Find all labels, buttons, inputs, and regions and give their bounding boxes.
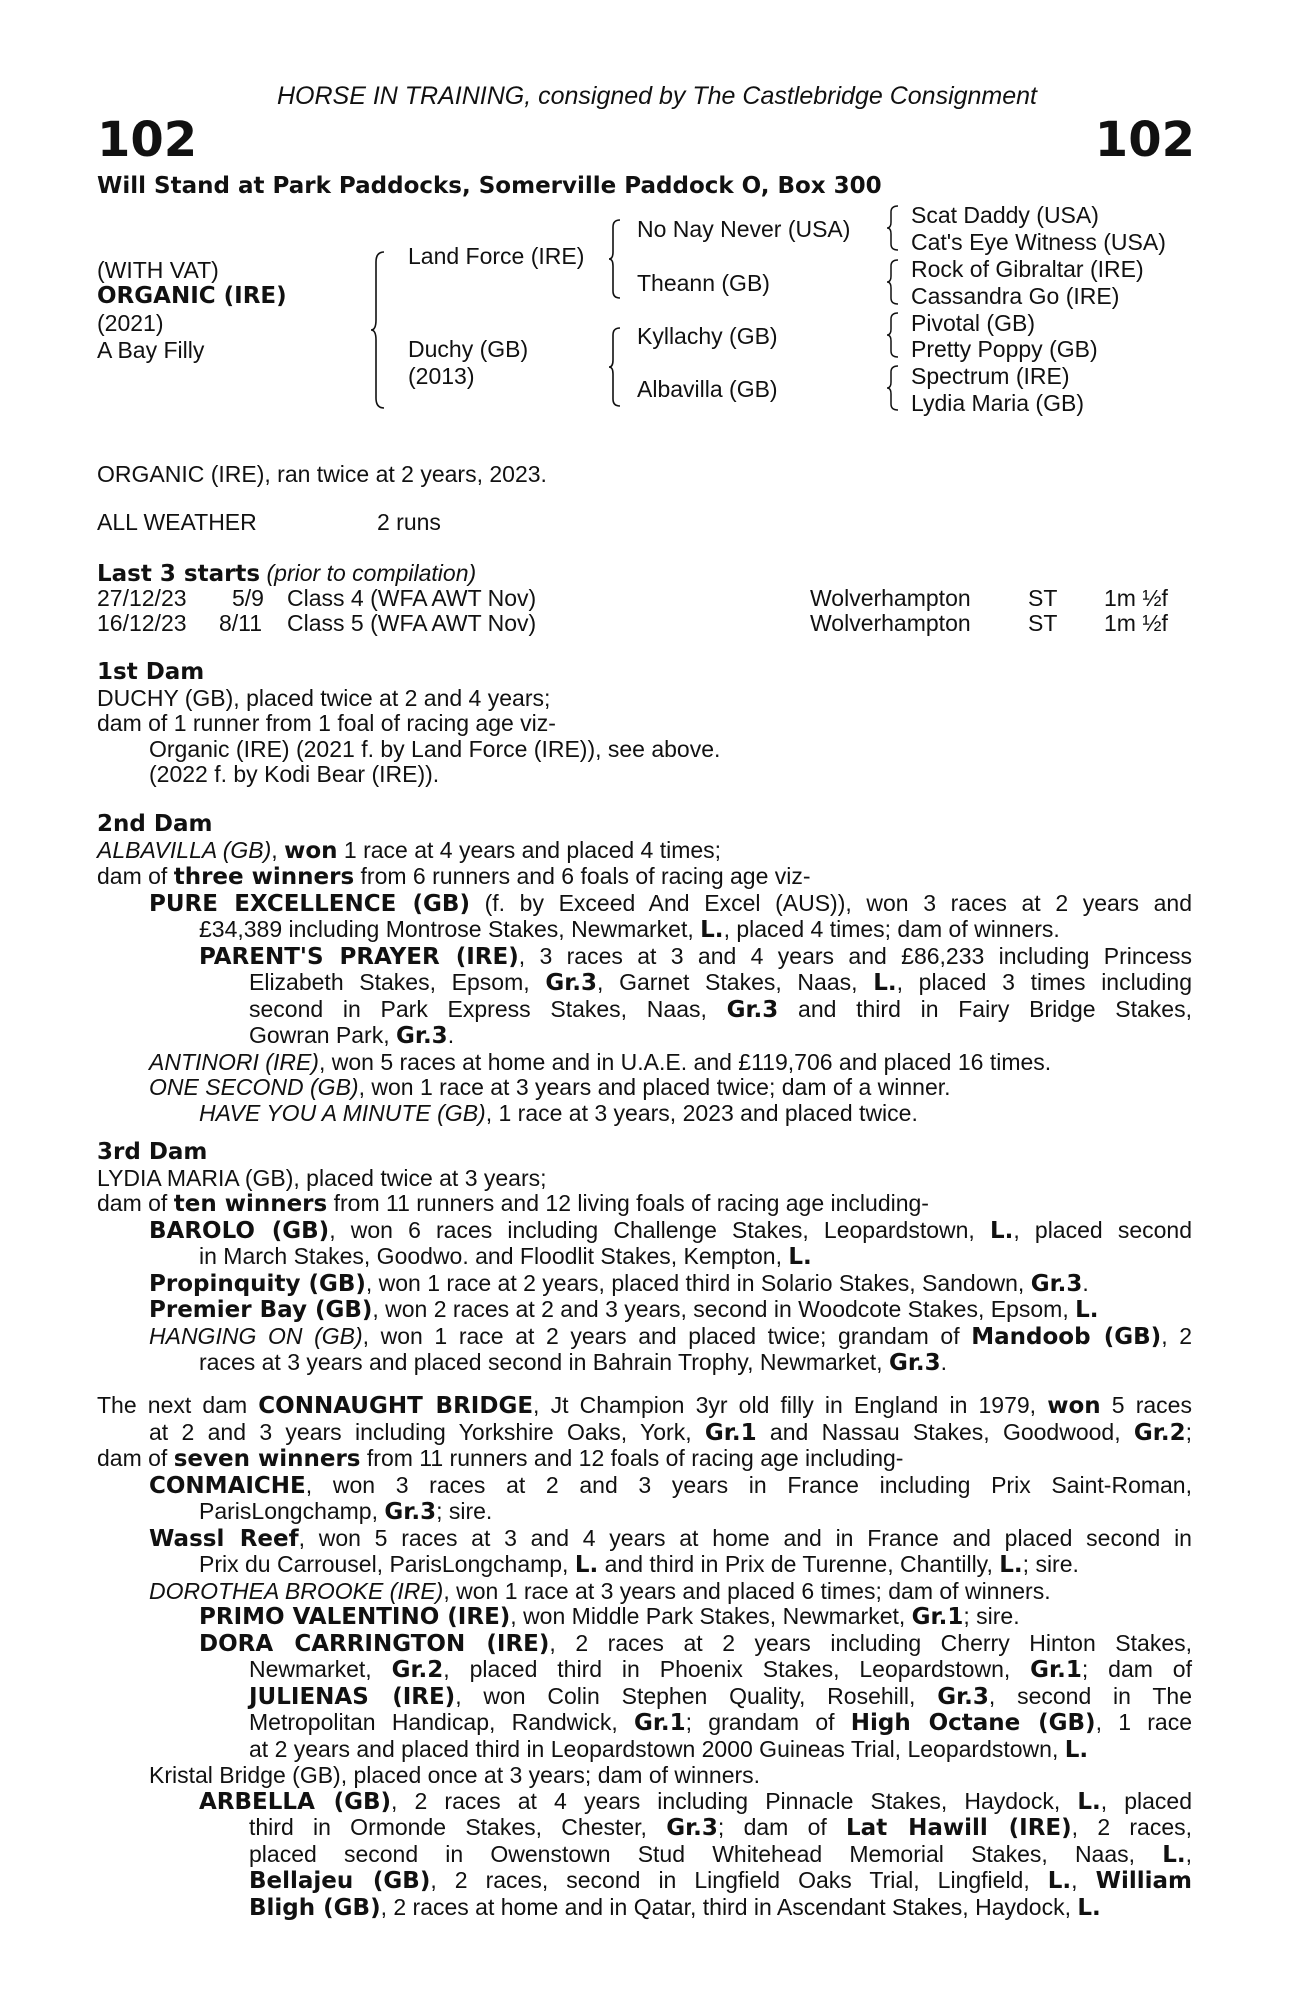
text-line xyxy=(97,1895,1192,1922)
text: , placed 4 times; dam of winners. xyxy=(723,916,1060,942)
horse-name: ANTINORI (IRE) xyxy=(149,1048,319,1075)
start-date: 27/12/23 xyxy=(97,585,187,611)
text-bold: L. xyxy=(989,1217,1014,1244)
text-bold: L. xyxy=(574,1552,599,1578)
third-dam-heading: 3rd Dam xyxy=(97,1139,208,1165)
text: from 6 runners and 6 foals of racing age viz- xyxy=(354,863,811,889)
sire-sire: No Nay Never (USA) xyxy=(637,216,851,242)
text: third in Ormonde Stakes, Chester, xyxy=(249,1814,667,1840)
last-starts-note: (prior to compilation) xyxy=(266,560,477,586)
text-line xyxy=(97,917,1192,944)
text: , xyxy=(1071,1867,1096,1893)
text: , 2 races at home and in Qatar, third in Ascendant Stakes, Haydock, xyxy=(380,1893,1078,1920)
horse-name: DORA CARRINGTON (IRE) xyxy=(199,1630,550,1657)
surface-runs: 2 runs xyxy=(377,509,441,535)
text-bold: Gr.3 xyxy=(545,970,597,996)
horse-year: (2021) xyxy=(97,310,164,336)
text: , 3 races at 3 and 4 years and £86,233 including Princess xyxy=(518,942,1192,969)
horse-name: BAROLO (GB) xyxy=(149,1217,330,1244)
horse-name: HAVE YOU A MINUTE (GB) xyxy=(199,1099,486,1126)
text-line xyxy=(97,1271,1192,1298)
text: , 2 races, second in Lingfield Oaks Trial, Lingfield, xyxy=(430,1867,1048,1893)
dam: Duchy (GB) xyxy=(408,336,529,362)
horse-description: A Bay Filly xyxy=(97,337,205,363)
text: . xyxy=(1082,1269,1089,1296)
brace-sire xyxy=(608,218,622,300)
text-bold: L. xyxy=(1047,1868,1072,1894)
start-position: 5/9 xyxy=(232,585,264,611)
text-line xyxy=(97,997,1192,1024)
horse-name: HANGING ON (GB) xyxy=(149,1322,363,1349)
horse-name: Wassl Reef xyxy=(149,1525,299,1552)
text: , won Middle Park Stakes, Newmarket, xyxy=(510,1603,912,1629)
start-distance: 1m ½f xyxy=(1104,585,1168,611)
text-line xyxy=(97,838,1192,865)
dam-sire-sire: Pivotal (GB) xyxy=(911,310,1035,336)
text: ; xyxy=(1185,1418,1192,1445)
text: , xyxy=(271,836,285,863)
text: ; dam of xyxy=(1081,1656,1192,1682)
text: from 11 runners and 12 living foals of racing age including- xyxy=(327,1190,929,1216)
text-line xyxy=(97,1050,1192,1076)
horse-name: PURE EXCELLENCE (GB) xyxy=(149,890,470,917)
start-race: Class 4 (WFA AWT Nov) xyxy=(287,585,537,611)
text-bold: seven winners xyxy=(173,1446,361,1472)
text-bold: Gr.3 xyxy=(1030,1270,1083,1297)
text-line xyxy=(97,1579,1192,1605)
text: The next dam xyxy=(97,1392,259,1418)
text: ; sire. xyxy=(1022,1551,1079,1577)
text-bold: L. xyxy=(999,1552,1023,1578)
text: Elizabeth Stakes, Epsom, xyxy=(249,969,546,995)
text-line xyxy=(97,1815,1192,1842)
sire-sire-sire: Scat Daddy (USA) xyxy=(911,202,1099,228)
text: , Garnet Stakes, Naas, xyxy=(597,969,874,995)
dam-year: (2013) xyxy=(408,363,475,389)
horse-name: ONE SECOND (GB) xyxy=(149,1074,359,1100)
text-line xyxy=(97,1075,1192,1101)
text: , won 3 races at 2 and 3 years in France including Prix Saint-Roman, xyxy=(305,1471,1192,1498)
text: , 1 race xyxy=(1095,1709,1192,1735)
second-dam-heading: 2nd Dam xyxy=(97,811,213,837)
brace-ds xyxy=(886,311,900,359)
text: , xyxy=(1185,1840,1192,1867)
dam-sire-dam: Pretty Poppy (GB) xyxy=(911,336,1098,362)
text: , 2 xyxy=(1161,1322,1192,1349)
text: ; sire. xyxy=(963,1603,1020,1629)
text: £34,389 including Montrose Stakes, Newmarket, xyxy=(199,916,701,942)
text-bold: Gr.3 xyxy=(396,1023,448,1049)
text-line xyxy=(97,1684,1192,1711)
text: races at 3 years and placed second in Bahrain Trophy, Newmarket, xyxy=(199,1349,889,1375)
text: , won 1 race at 3 years and placed 6 times; dam of winners. xyxy=(443,1577,1051,1604)
text: , placed second xyxy=(1013,1216,1192,1243)
text-line xyxy=(97,1737,1192,1764)
text-bold: L. xyxy=(788,1244,812,1270)
text-bold: Gr.2 xyxy=(391,1657,444,1683)
text-bold: Gr.1 xyxy=(1030,1657,1082,1683)
first-dam-line: DUCHY (GB), placed twice at 2 and 4 years; xyxy=(97,684,551,711)
text-line xyxy=(97,891,1192,918)
text: (f. by Exceed And Excel (AUS)), won 3 races at 2 years and xyxy=(469,889,1193,916)
surface-label: ALL WEATHER xyxy=(97,509,257,535)
horse-name: Lat Hawill (IRE) xyxy=(846,1815,1072,1841)
text: . xyxy=(940,1349,948,1375)
second-dam-section xyxy=(97,812,1192,1126)
text: , 2 races at 4 years including Pinnacle Stakes, Haydock, xyxy=(391,1787,1078,1814)
text-line xyxy=(97,1350,1192,1377)
text: , placed third in Phoenix Stakes, Leopardstown, xyxy=(443,1656,1031,1682)
horse-name: Propinquity (GB) xyxy=(149,1270,366,1297)
text: and third in Fairy Bridge Stakes, xyxy=(778,995,1192,1022)
text-bold: Gr.1 xyxy=(704,1419,757,1446)
last-starts-heading xyxy=(97,561,476,588)
text-bold: Gr.2 xyxy=(1133,1419,1186,1446)
text-line xyxy=(97,1191,1192,1218)
consignment-line: HORSE IN TRAINING, consigned by The Castlebridge Consignment xyxy=(276,82,1038,110)
vat-note: (WITH VAT) xyxy=(97,257,219,283)
text: . xyxy=(447,1022,455,1048)
text-line xyxy=(97,1473,1192,1500)
start-going: ST xyxy=(1028,610,1058,636)
sire-dam-sire: Rock of Gibraltar (IRE) xyxy=(911,256,1144,282)
text: Gowran Park, xyxy=(249,1022,396,1048)
first-dam-produce: (2022 f. by Kodi Bear (IRE)). xyxy=(149,761,440,787)
text-line xyxy=(97,1393,1192,1420)
horse-name: ALBAVILLA (GB) xyxy=(97,836,272,863)
text: Metropolitan Handicap, Randwick, xyxy=(249,1709,634,1735)
text-line xyxy=(97,1526,1192,1553)
text-line xyxy=(97,1710,1192,1737)
text-line xyxy=(97,1842,1192,1869)
text: , 1 race at 3 years, 2023 and placed twice. xyxy=(485,1099,918,1126)
text-bold: L. xyxy=(1077,1788,1101,1815)
text: and Nassau Stakes, Goodwood, xyxy=(756,1418,1134,1445)
text-line xyxy=(97,1446,1192,1473)
dam-sire: Kyllachy (GB) xyxy=(637,323,778,349)
text-bold: three winners xyxy=(173,864,355,890)
last-starts-title: Last 3 starts xyxy=(97,561,261,587)
text-bold: won xyxy=(284,837,338,864)
text: placed second in Owenstown Stud Whitehead Memorial Stakes, Naas, xyxy=(249,1840,1163,1867)
text-line: Kristal Bridge (GB), placed once at 3 years; dam of winners. xyxy=(149,1762,761,1788)
stand-location: Will Stand at Park Paddocks, Somerville Paddock O, Box 300 xyxy=(97,173,882,199)
text: dam of xyxy=(97,1190,174,1216)
text-bold: L. xyxy=(1162,1841,1186,1868)
text-bold: Gr.1 xyxy=(633,1710,686,1736)
text-line xyxy=(97,1552,1192,1579)
dam-dam-sire: Spectrum (IRE) xyxy=(911,363,1070,389)
brace-dam xyxy=(608,326,622,408)
dam-dam-dam: Lydia Maria (GB) xyxy=(911,390,1084,416)
text-line xyxy=(97,1218,1192,1245)
brace-dd xyxy=(886,364,900,412)
text-line xyxy=(97,1324,1192,1351)
horse-name: CONNAUGHT BRIDGE xyxy=(258,1393,534,1419)
horse-name: Bellajeu (GB) xyxy=(249,1868,431,1894)
horse-name: ORGANIC (IRE) xyxy=(97,283,287,309)
horse-name: PARENT'S PRAYER (IRE) xyxy=(199,943,519,970)
text-bold: Gr.1 xyxy=(911,1604,964,1630)
sire-dam-dam: Cassandra Go (IRE) xyxy=(911,283,1120,309)
sire-sire-dam: Cat's Eye Witness (USA) xyxy=(911,229,1166,255)
text: , won 1 race at 3 years and placed twice; dam of a winner. xyxy=(358,1074,951,1100)
text: , won 5 races at 3 and 4 years at home and in France and placed second in xyxy=(298,1524,1192,1551)
text-line xyxy=(97,1604,1192,1631)
horse-name: JULIENAS (IRE) xyxy=(249,1683,456,1710)
next-dam-section xyxy=(97,1393,1192,1921)
brace-sd xyxy=(886,258,900,306)
horse-name: PRIMO VALENTINO (IRE) xyxy=(199,1604,511,1630)
text-bold: Gr.3 xyxy=(937,1683,989,1710)
first-dam-heading: 1st Dam xyxy=(97,659,205,685)
horse-name: Bligh (GB) xyxy=(249,1894,381,1921)
text-bold: L. xyxy=(1064,1736,1089,1763)
horse-name: CONMAICHE xyxy=(149,1472,306,1499)
sire-dam: Theann (GB) xyxy=(637,270,770,296)
text: ; sire. xyxy=(436,1498,493,1524)
brace-ss xyxy=(886,204,900,252)
text: ; dam of xyxy=(717,1814,847,1840)
text: , placed xyxy=(1100,1787,1192,1814)
text-line xyxy=(97,1789,1192,1816)
horse-name: William xyxy=(1095,1868,1192,1894)
text: , won 2 races at 2 and 3 years, second in Woodcote Stakes, Epsom, xyxy=(372,1296,1076,1322)
text-line xyxy=(97,1631,1192,1658)
text: at 2 years and placed third in Leopardstown 2000 Guineas Trial, Leopardstown, xyxy=(249,1735,1065,1762)
text: , won 6 races including Challenge Stakes, Leopardstown, xyxy=(329,1216,990,1243)
text: from 11 runners and 12 foals of racing age including- xyxy=(360,1445,904,1471)
text-line xyxy=(97,1023,1192,1050)
text: , won 1 race at 2 years and placed twice; grandam of xyxy=(362,1322,972,1349)
text-line xyxy=(97,1657,1192,1684)
third-dam-section xyxy=(97,1140,1192,1377)
text: , won 1 race at 2 years, placed third in Solario Stakes, Sandown, xyxy=(365,1269,1031,1296)
first-dam-section xyxy=(97,660,1192,788)
text: , won Colin Stephen Quality, Rosehill, xyxy=(455,1682,938,1709)
text-line xyxy=(97,944,1192,971)
text-line: LYDIA MARIA (GB), placed twice at 3 years; xyxy=(97,1164,547,1191)
text-bold: Gr.3 xyxy=(384,1499,437,1525)
text-line xyxy=(97,1499,1192,1526)
brace-main xyxy=(370,250,386,410)
text-bold: Gr.3 xyxy=(726,996,779,1023)
text-bold: won xyxy=(1047,1393,1101,1419)
text: 1 race at 4 years and placed 4 times; xyxy=(337,836,722,863)
start-position: 8/11 xyxy=(219,610,263,636)
start-distance: 1m ½f xyxy=(1104,610,1168,636)
text-bold: L. xyxy=(873,970,897,996)
text: , Jt Champion 3yr old filly in England in 1979, xyxy=(533,1392,1048,1418)
text: ParisLongchamp, xyxy=(199,1498,385,1524)
text-bold: L. xyxy=(700,917,724,943)
text: , won 5 races at home and in U.A.E. and £119,706 and placed 16 times. xyxy=(318,1048,1052,1075)
horse-name: ARBELLA (GB) xyxy=(199,1788,392,1815)
start-course: Wolverhampton xyxy=(810,610,971,636)
text-line xyxy=(97,1420,1192,1447)
race-summary: ORGANIC (IRE), ran twice at 2 years, 2023. xyxy=(97,461,547,487)
dam-dam: Albavilla (GB) xyxy=(637,376,778,402)
text-bold: L. xyxy=(1077,1894,1101,1921)
text: and third in Prix de Turenne, Chantilly, xyxy=(598,1551,1000,1577)
text: , second in The xyxy=(988,1682,1192,1709)
text-line xyxy=(97,1244,1192,1271)
text: second in Park Express Stakes, Naas, xyxy=(249,995,727,1022)
text-line xyxy=(97,864,1192,891)
text: , 2 races at 2 years including Cherry Hinton Stakes, xyxy=(549,1629,1192,1656)
text-bold: L. xyxy=(1075,1297,1099,1323)
text-bold: Gr.3 xyxy=(888,1350,941,1376)
lot-number-right: 102 xyxy=(1094,112,1195,168)
horse-name: Mandoob (GB) xyxy=(971,1323,1162,1350)
text-line xyxy=(97,970,1192,997)
text: Newmarket, xyxy=(249,1656,392,1682)
text: dam of xyxy=(97,1445,174,1471)
start-going: ST xyxy=(1028,585,1058,611)
text: , 2 races, xyxy=(1071,1814,1193,1840)
lot-number-left: 102 xyxy=(97,112,198,168)
sire: Land Force (IRE) xyxy=(408,243,585,269)
text-line xyxy=(97,1868,1192,1895)
start-course: Wolverhampton xyxy=(810,585,971,611)
text: , placed 3 times including xyxy=(896,969,1192,995)
horse-name: High Octane (GB) xyxy=(850,1710,1096,1736)
text-line xyxy=(97,1101,1192,1127)
first-dam-produce: Organic (IRE) (2021 f. by Land Force (IRE)), see above. xyxy=(149,735,721,762)
horse-name: DOROTHEA BROOKE (IRE) xyxy=(149,1577,444,1604)
text: ; grandam of xyxy=(685,1709,851,1735)
text-bold: ten winners xyxy=(173,1191,328,1217)
first-dam-line: dam of 1 runner from 1 foal of racing age viz- xyxy=(97,710,556,736)
text: dam of xyxy=(97,863,174,889)
text: in March Stakes, Goodwo. and Floodlit Stakes, Kempton, xyxy=(199,1243,789,1269)
start-date: 16/12/23 xyxy=(97,610,187,636)
text-line xyxy=(97,1297,1192,1324)
text-bold: Gr.3 xyxy=(666,1815,718,1841)
horse-name: Premier Bay (GB) xyxy=(149,1297,373,1323)
text: at 2 and 3 years including Yorkshire Oaks, York, xyxy=(149,1418,705,1445)
text: 5 races xyxy=(1100,1392,1192,1418)
start-race: Class 5 (WFA AWT Nov) xyxy=(287,610,537,636)
text: Prix du Carrousel, ParisLongchamp, xyxy=(199,1551,575,1577)
